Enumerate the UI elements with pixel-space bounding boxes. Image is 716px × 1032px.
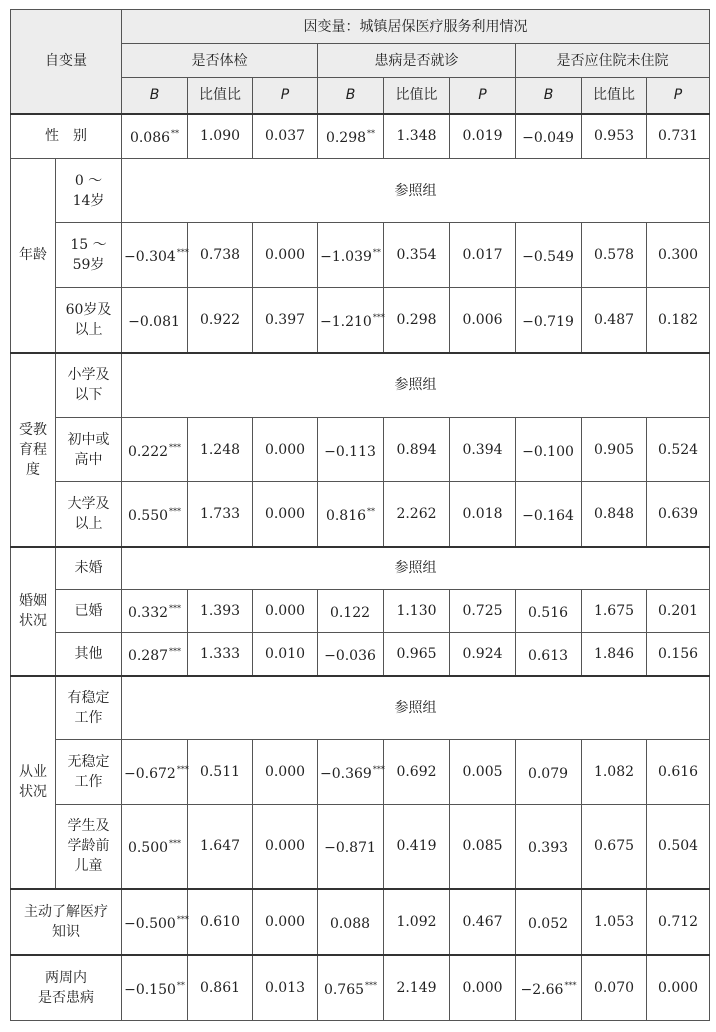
or-cell: 1.248 bbox=[188, 418, 253, 482]
p-cell: 0.018 bbox=[450, 482, 516, 547]
row-label-age-15-59: 15 ～ 59岁 bbox=[56, 223, 122, 288]
p-cell: 0.394 bbox=[450, 418, 516, 482]
row-edu-middle bbox=[11, 418, 710, 482]
b-cell: 0.222*** bbox=[122, 418, 188, 482]
p-cell: 0.085 bbox=[450, 805, 516, 889]
or-cell: 0.419 bbox=[384, 805, 450, 889]
row-label-edu-ref: 小学及 以下 bbox=[56, 353, 122, 418]
b-cell: 0.332*** bbox=[122, 590, 188, 633]
reference-group: 参照组 bbox=[122, 547, 710, 590]
b-cell: −0.150** bbox=[122, 955, 188, 1021]
b-cell: −0.369*** bbox=[318, 740, 384, 805]
b-cell: −0.164 bbox=[516, 482, 582, 547]
or-cell: 0.965 bbox=[384, 633, 450, 676]
b-cell: 0.079 bbox=[516, 740, 582, 805]
or-cell: 2.262 bbox=[384, 482, 450, 547]
or-cell: 1.393 bbox=[188, 590, 253, 633]
p-cell: 0.182 bbox=[647, 288, 710, 353]
b-cell: 0.287*** bbox=[122, 633, 188, 676]
row-label-gender: 性 别 bbox=[11, 114, 122, 159]
or-cell: 1.348 bbox=[384, 114, 450, 159]
or-cell: 0.070 bbox=[582, 955, 647, 1021]
b-cell: −0.672*** bbox=[122, 740, 188, 805]
b-cell: −0.719 bbox=[516, 288, 582, 353]
or-cell: 1.647 bbox=[188, 805, 253, 889]
group-label-marital: 婚姻 状况 bbox=[11, 547, 56, 676]
p-cell: 0.504 bbox=[647, 805, 710, 889]
reference-group: 参照组 bbox=[122, 353, 710, 418]
p-cell: 0.524 bbox=[647, 418, 710, 482]
p-cell: 0.712 bbox=[647, 889, 710, 955]
stat-header-b: B bbox=[318, 78, 384, 114]
p-cell: 0.000 bbox=[253, 805, 318, 889]
or-cell: 1.333 bbox=[188, 633, 253, 676]
or-cell: 1.053 bbox=[582, 889, 647, 955]
p-cell: 0.013 bbox=[253, 955, 318, 1021]
stat-header-or: 比值比 bbox=[188, 78, 253, 114]
b-cell: −0.049 bbox=[516, 114, 582, 159]
p-cell: 0.000 bbox=[647, 955, 710, 1021]
or-cell: 0.487 bbox=[582, 288, 647, 353]
row-employ-unstable bbox=[11, 740, 710, 805]
p-cell: 0.017 bbox=[450, 223, 516, 288]
row-age-15-59 bbox=[11, 223, 710, 288]
b-cell: 0.088 bbox=[318, 889, 384, 955]
group-header-visit: 患病是否就诊 bbox=[318, 44, 516, 78]
b-cell: −2.66*** bbox=[516, 955, 582, 1021]
p-cell: 0.000 bbox=[253, 223, 318, 288]
or-cell: 1.733 bbox=[188, 482, 253, 547]
stat-header-b: B bbox=[122, 78, 188, 114]
or-cell: 1.130 bbox=[384, 590, 450, 633]
group-label-education: 受教 育程 度 bbox=[11, 353, 56, 547]
p-cell: 0.201 bbox=[647, 590, 710, 633]
stat-header-or: 比值比 bbox=[582, 78, 647, 114]
group-label-employment: 从业 状况 bbox=[11, 676, 56, 889]
row-age-60plus bbox=[11, 288, 710, 353]
p-cell: 0.005 bbox=[450, 740, 516, 805]
row-label-age-ref: 0 ～ 14岁 bbox=[56, 159, 122, 223]
row-label-employ-unstable: 无稳定 工作 bbox=[56, 740, 122, 805]
stat-header-p: P bbox=[253, 78, 318, 114]
or-cell: 1.090 bbox=[188, 114, 253, 159]
row-edu-college bbox=[11, 482, 710, 547]
row-age-ref bbox=[11, 159, 710, 223]
row-illness bbox=[11, 955, 710, 1021]
b-cell: −0.113 bbox=[318, 418, 384, 482]
stat-header-or: 比值比 bbox=[384, 78, 450, 114]
b-cell: −0.100 bbox=[516, 418, 582, 482]
row-label-employ-student: 学生及 学龄前 儿童 bbox=[56, 805, 122, 889]
regression-table bbox=[10, 9, 710, 1021]
or-cell: 2.149 bbox=[384, 955, 450, 1021]
or-cell: 0.953 bbox=[582, 114, 647, 159]
p-cell: 0.000 bbox=[450, 955, 516, 1021]
b-cell: 0.298** bbox=[318, 114, 384, 159]
p-cell: 0.000 bbox=[253, 889, 318, 955]
b-cell: 0.393 bbox=[516, 805, 582, 889]
row-label-marital-married: 已婚 bbox=[56, 590, 122, 633]
row-label-age-60plus: 60岁及 以上 bbox=[56, 288, 122, 353]
row-knowledge bbox=[11, 889, 710, 955]
row-label-marital-ref: 未婚 bbox=[56, 547, 122, 590]
or-cell: 0.354 bbox=[384, 223, 450, 288]
reference-group: 参照组 bbox=[122, 676, 710, 740]
b-cell: 0.765*** bbox=[318, 955, 384, 1021]
or-cell: 0.905 bbox=[582, 418, 647, 482]
p-cell: 0.000 bbox=[253, 482, 318, 547]
row-label-edu-college: 大学及 以上 bbox=[56, 482, 122, 547]
stat-header-p: P bbox=[647, 78, 710, 114]
stat-header-b: B bbox=[516, 78, 582, 114]
row-employ-ref bbox=[11, 676, 710, 740]
row-gender bbox=[11, 114, 710, 159]
or-cell: 0.738 bbox=[188, 223, 253, 288]
or-cell: 0.578 bbox=[582, 223, 647, 288]
header-row-1 bbox=[11, 10, 710, 44]
p-cell: 0.467 bbox=[450, 889, 516, 955]
or-cell: 1.092 bbox=[384, 889, 450, 955]
b-cell: 0.516 bbox=[516, 590, 582, 633]
p-cell: 0.639 bbox=[647, 482, 710, 547]
b-cell: 0.086** bbox=[122, 114, 188, 159]
b-cell: 0.500*** bbox=[122, 805, 188, 889]
row-employ-student bbox=[11, 805, 710, 889]
b-cell: 0.122 bbox=[318, 590, 384, 633]
p-cell: 0.300 bbox=[647, 223, 710, 288]
dependent-var-header: 因变量：城镇居保医疗服务利用情况 bbox=[122, 10, 710, 44]
p-cell: 0.000 bbox=[253, 418, 318, 482]
row-label-illness: 两周内 是否患病 bbox=[11, 955, 122, 1021]
b-cell: −0.500*** bbox=[122, 889, 188, 955]
b-cell: −1.210*** bbox=[318, 288, 384, 353]
row-marital-ref bbox=[11, 547, 710, 590]
b-cell: −0.871 bbox=[318, 805, 384, 889]
stat-header-p: P bbox=[450, 78, 516, 114]
b-cell: 0.052 bbox=[516, 889, 582, 955]
p-cell: 0.397 bbox=[253, 288, 318, 353]
or-cell: 0.692 bbox=[384, 740, 450, 805]
group-header-checkup: 是否体检 bbox=[122, 44, 318, 78]
or-cell: 0.848 bbox=[582, 482, 647, 547]
row-marital-other bbox=[11, 633, 710, 676]
p-cell: 0.616 bbox=[647, 740, 710, 805]
p-cell: 0.924 bbox=[450, 633, 516, 676]
independent-var-header: 自变量 bbox=[11, 10, 122, 114]
reference-group: 参照组 bbox=[122, 159, 710, 223]
or-cell: 0.511 bbox=[188, 740, 253, 805]
or-cell: 0.861 bbox=[188, 955, 253, 1021]
or-cell: 1.082 bbox=[582, 740, 647, 805]
p-cell: 0.037 bbox=[253, 114, 318, 159]
or-cell: 0.298 bbox=[384, 288, 450, 353]
p-cell: 0.731 bbox=[647, 114, 710, 159]
b-cell: 0.550*** bbox=[122, 482, 188, 547]
p-cell: 0.725 bbox=[450, 590, 516, 633]
or-cell: 0.675 bbox=[582, 805, 647, 889]
b-cell: −0.081 bbox=[122, 288, 188, 353]
b-cell: 0.816** bbox=[318, 482, 384, 547]
row-label-knowledge: 主动了解医疗 知识 bbox=[11, 889, 122, 955]
b-cell: 0.613 bbox=[516, 633, 582, 676]
p-cell: 0.156 bbox=[647, 633, 710, 676]
p-cell: 0.000 bbox=[253, 590, 318, 633]
row-marital-married bbox=[11, 590, 710, 633]
b-cell: −0.036 bbox=[318, 633, 384, 676]
row-label-edu-middle: 初中或 高中 bbox=[56, 418, 122, 482]
p-cell: 0.000 bbox=[253, 740, 318, 805]
b-cell: −1.039** bbox=[318, 223, 384, 288]
or-cell: 0.922 bbox=[188, 288, 253, 353]
or-cell: 0.894 bbox=[384, 418, 450, 482]
or-cell: 1.675 bbox=[582, 590, 647, 633]
row-edu-ref bbox=[11, 353, 710, 418]
row-label-marital-other: 其他 bbox=[56, 633, 122, 676]
group-label-age: 年龄 bbox=[11, 159, 56, 353]
p-cell: 0.006 bbox=[450, 288, 516, 353]
p-cell: 0.019 bbox=[450, 114, 516, 159]
or-cell: 1.846 bbox=[582, 633, 647, 676]
group-header-hospital: 是否应住院未住院 bbox=[516, 44, 710, 78]
or-cell: 0.610 bbox=[188, 889, 253, 955]
row-label-employ-ref: 有稳定 工作 bbox=[56, 676, 122, 740]
p-cell: 0.010 bbox=[253, 633, 318, 676]
b-cell: −0.304*** bbox=[122, 223, 188, 288]
b-cell: −0.549 bbox=[516, 223, 582, 288]
